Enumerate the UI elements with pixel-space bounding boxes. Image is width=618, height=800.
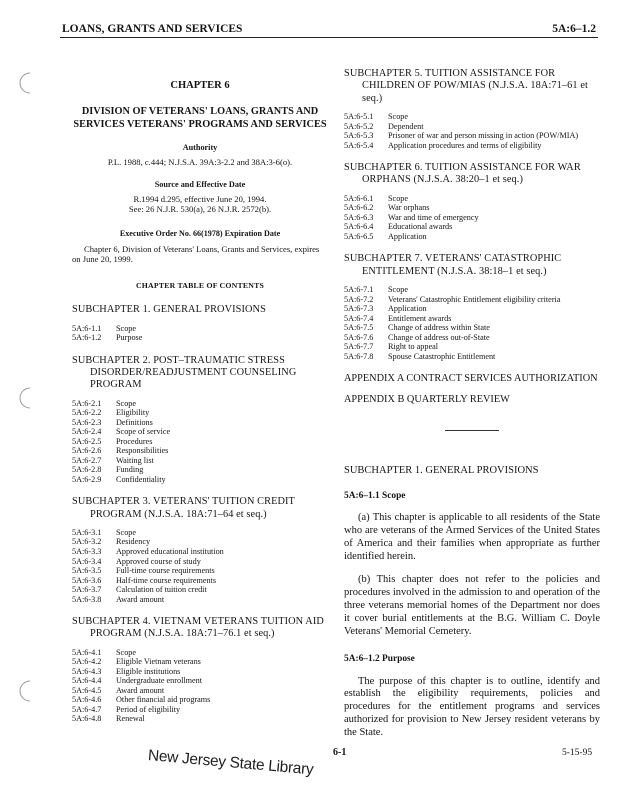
header-section-number: 5A:6–1.2	[552, 23, 596, 35]
paragraph-purpose: The purpose of this chapter is to outline, identify and establish the eligibility requirements, policies and procedures for the entitlement programs and services authorized for provision to New Jersey resident veterans by the State.	[344, 675, 600, 739]
paragraph-a: (a) This chapter is applicable to all residents of the State who are veterans of the Armed Services of the United States of America and their families when appropriate as further identified herein.	[344, 512, 600, 563]
toc-entry	[72, 333, 328, 343]
toc-entry	[344, 285, 600, 295]
toc-entry	[344, 131, 600, 141]
toc-entry-number: 5A:6-4.2	[72, 657, 102, 667]
toc-list	[72, 528, 328, 604]
toc-entry-number: 5A:6-7.2	[344, 294, 374, 304]
toc-entry	[72, 437, 328, 447]
toc-entry-title: Scope	[388, 112, 409, 122]
toc-entry-title: Scope	[388, 285, 409, 295]
toc-entry-number: 5A:6-2.4	[72, 427, 102, 437]
source-heading: Source and Effective Date	[154, 179, 246, 189]
toc-entry-title: Change of address within State	[388, 323, 490, 333]
toc-entry-number: 5A:6-2.1	[72, 398, 102, 408]
toc-entry	[344, 295, 600, 305]
toc-entry-title: Responsibilities	[116, 446, 169, 456]
toc-entry-number: 5A:6-4.8	[72, 714, 102, 724]
subchapter-block	[344, 253, 600, 361]
toc-entry-number: 5A:6-3.2	[72, 537, 102, 547]
toc-entry-number: 5A:6-7.1	[344, 285, 374, 295]
executive-order-text: Chapter 6, Division of Veterans' Loans, Grants and Services, expires on June 20, 1999.	[72, 243, 320, 265]
toc-entry	[72, 566, 328, 576]
toc-entry-title: Spouse Catastrophic Entitlement	[388, 351, 496, 361]
toc-list	[72, 324, 328, 343]
subchapter-block	[72, 355, 328, 485]
subchapter-title: SUBCHAPTER 5. TUITION ASSISTANCE FOR CHILDREN OF POW/MIAS (N.J.S.A. 18A:71–61 et seq.)	[344, 68, 588, 104]
toc-entry	[344, 122, 600, 132]
toc-entry-number: 5A:6-2.6	[72, 446, 102, 456]
toc-entry	[72, 465, 328, 475]
source-text: R.1994 d.295, effective June 20, 1994. See: 26 N.J.R. 530(a), 26 N.J.R. 2572(b).	[128, 193, 272, 215]
toc-entry-number: 5A:6-3.8	[72, 594, 102, 604]
toc-entry-number: 5A:6-5.1	[344, 112, 374, 122]
toc-entry-title: Purpose	[116, 333, 143, 343]
toc-entry	[72, 676, 328, 686]
toc-list	[344, 285, 600, 361]
subchapter-block	[72, 496, 328, 604]
toc-entry-number: 5A:6-3.6	[72, 575, 102, 585]
punch-hole-icon	[10, 385, 36, 411]
toc-entry-title: Half-time course requirements	[116, 575, 217, 585]
toc-entry-title: Award amount	[116, 685, 165, 695]
toc-entry	[344, 222, 600, 232]
toc-entry-number: 5A:6-4.5	[72, 685, 102, 695]
toc-entry-number: 5A:6-2.7	[72, 455, 102, 465]
toc-entry-title: Educational awards	[388, 222, 453, 232]
toc-entry-title: Renewal	[116, 714, 145, 724]
toc-entry	[344, 232, 600, 242]
toc-entry-number: 5A:6-2.3	[72, 417, 102, 427]
appendix-a: APPENDIX A CONTRACT SERVICES AUTHORIZATION	[344, 373, 598, 385]
toc-entry-number: 5A:6-7.4	[344, 313, 374, 323]
toc-entry-number: 5A:6-4.1	[72, 647, 102, 657]
toc-entry	[72, 399, 328, 409]
toc-entry-number: 5A:6-4.6	[72, 695, 102, 705]
toc-entry-title: Scope	[116, 647, 137, 657]
toc-entry-number: 5A:6-3.7	[72, 585, 102, 595]
toc-entry-number: 5A:6-2.8	[72, 465, 102, 475]
subchapter-title: SUBCHAPTER 7. VETERANS' CATASTROPHIC ENTITLEMENT (N.J.S.A. 38:18–1 et seq.)	[344, 253, 562, 277]
header-title: LOANS, GRANTS AND SERVICES	[62, 23, 243, 35]
toc-entry	[344, 194, 600, 204]
toc-entry-title: Application	[388, 304, 427, 314]
toc-entry	[72, 686, 328, 696]
toc-entry-title: Calculation of tuition credit	[116, 585, 207, 595]
toc-entry-title: Funding	[116, 465, 144, 475]
toc-entry-title: Veterans' Catastrophic Entitlement eligibility criteria	[388, 294, 561, 304]
toc-entry-title: Scope	[116, 527, 137, 537]
body-subchapter-title: SUBCHAPTER 1. GENERAL PROVISIONS	[344, 464, 539, 476]
toc-entry-title: Waiting list	[116, 455, 154, 465]
toc-entry-number: 5A:6-4.7	[72, 704, 102, 714]
toc-entry-number: 5A:6-6.5	[344, 231, 374, 241]
toc-entry	[72, 547, 328, 557]
toc-entry	[72, 705, 328, 715]
toc-entry-title: Approved educational institution	[116, 546, 224, 556]
subchapter-title: SUBCHAPTER 3. VETERANS' TUITION CREDIT PROGRAM (N.J.S.A. 18A:71–64 et seq.)	[72, 496, 295, 520]
toc-list	[72, 399, 328, 485]
punch-hole-icon	[10, 678, 36, 704]
toc-entry	[72, 667, 328, 677]
toc-entry-number: 5A:6-7.8	[344, 351, 374, 361]
toc-entry	[72, 576, 328, 586]
appendix-b: APPENDIX B QUARTERLY REVIEW	[344, 393, 510, 405]
toc-entry-title: War orphans	[388, 203, 430, 213]
toc-entry	[72, 537, 328, 547]
toc-entry	[344, 213, 600, 223]
chapter-title: CHAPTER 6	[170, 80, 230, 91]
toc-entry	[344, 304, 600, 314]
revision-date: 5-15-95	[562, 748, 593, 758]
toc-entry	[72, 446, 328, 456]
toc-entry-title: Dependent	[388, 121, 424, 131]
toc-entry-title: Right to appeal	[388, 342, 439, 352]
subchapter-title: SUBCHAPTER 4. VIETNAM VETERANS TUITION AID PROGRAM (N.J.S.A. 18A:71–76.1 et seq.)	[72, 616, 324, 640]
toc-entry-number: 5A:6-2.2	[72, 408, 102, 418]
subchapter-title: SUBCHAPTER 1. GENERAL PROVISIONS	[72, 304, 266, 316]
toc-heading: CHAPTER TABLE OF CONTENTS	[135, 281, 265, 291]
library-stamp: New Jersey State Library	[147, 747, 315, 779]
toc-entry-number: 5A:6-3.3	[72, 546, 102, 556]
toc-entry-number: 5A:6-2.5	[72, 436, 102, 446]
toc-entry	[72, 714, 328, 724]
toc-entry	[344, 141, 600, 151]
toc-entry-title: Scope of service	[116, 427, 171, 437]
toc-entry-title: Other financial aid programs	[116, 695, 211, 705]
toc-entry-title: Award amount	[116, 594, 165, 604]
toc-entry-title: Definitions	[116, 417, 153, 427]
toc-entry	[72, 418, 328, 428]
left-column	[72, 68, 328, 724]
authority-heading: Authority	[182, 143, 218, 153]
toc-entry-title: Eligible Vietnam veterans	[116, 657, 201, 667]
toc-entry-number: 5A:6-6.1	[344, 193, 374, 203]
subchapter-title: SUBCHAPTER 6. TUITION ASSISTANCE FOR WAR ORPHANS (N.J.S.A. 38:20–1 et seq.)	[344, 162, 581, 186]
toc-entry	[72, 324, 328, 334]
toc-entry-title: Scope	[388, 193, 409, 203]
right-column	[344, 68, 600, 740]
toc-entry-title: Eligibility	[116, 408, 150, 418]
toc-entry-number: 5A:6-5.4	[344, 140, 374, 150]
toc-entry	[72, 475, 328, 485]
toc-entry-number: 5A:6-5.2	[344, 121, 374, 131]
toc-entry	[72, 557, 328, 567]
toc-list	[72, 648, 328, 724]
toc-entry-title: Prisoner of war and person missing in action (POW/MIA)	[388, 131, 579, 141]
toc-entry	[344, 203, 600, 213]
toc-entry-number: 5A:6-7.3	[344, 304, 374, 314]
subchapter-block	[72, 616, 328, 724]
toc-entry	[72, 595, 328, 605]
section-heading-scope: 5A:6–1.1 Scope	[344, 491, 406, 502]
toc-entry-title: Period of eligibility	[116, 704, 181, 714]
section-heading-purpose: 5A:6–1.2 Purpose	[344, 654, 415, 665]
toc-entry-title: Residency	[116, 537, 151, 547]
toc-entry	[344, 352, 600, 362]
toc-entry-number: 5A:6-3.5	[72, 566, 102, 576]
page-number: 6-1	[333, 747, 347, 758]
toc-entry-number: 5A:6-6.2	[344, 203, 374, 213]
toc-entry-number: 5A:6-4.4	[72, 676, 102, 686]
toc-entry	[344, 314, 600, 324]
toc-entry-number: 5A:6-6.3	[344, 212, 374, 222]
toc-entry-number: 5A:6-2.9	[72, 474, 102, 484]
toc-entry-title: Procedures	[116, 436, 153, 446]
subchapter-title: SUBCHAPTER 2. POST–TRAUMATIC STRESS DISORDER/READJUSTMENT COUNSELING PROGRAM	[72, 354, 297, 391]
toc-list	[344, 112, 600, 150]
toc-entry-title: Application procedures and terms of eligibility	[388, 140, 542, 150]
paragraph-b: (b) This chapter does not refer to the policies and procedures involved in the admission to and operation of the three veterans memorial homes of the Department nor does it cover burial entitlements at the B.G. William C. Doyle Veterans' Memorial Cemetery.	[344, 573, 600, 637]
toc-entry	[72, 695, 328, 705]
toc-entry-title: Change of address out-of-State	[388, 332, 490, 342]
subchapter-block	[344, 68, 600, 150]
toc-entry-number: 5A:6-6.4	[344, 222, 374, 232]
toc-entry-title: Scope	[116, 398, 137, 408]
toc-entry-number: 5A:6-1.1	[72, 323, 102, 333]
subchapter-block	[344, 162, 600, 241]
toc-entry-number: 5A:6-4.3	[72, 666, 102, 676]
toc-entry-title: Entitlement awards	[388, 313, 452, 323]
toc-entry	[344, 112, 600, 122]
section-divider	[445, 430, 499, 431]
toc-entry	[344, 333, 600, 343]
toc-entry	[72, 657, 328, 667]
toc-entry	[344, 323, 600, 333]
punch-hole-icon	[10, 70, 36, 96]
toc-entry-title: War and time of emergency	[388, 212, 479, 222]
toc-entry-number: 5A:6-1.2	[72, 333, 102, 343]
toc-entry-number: 5A:6-5.3	[344, 131, 374, 141]
toc-entry-number: 5A:6-3.4	[72, 556, 102, 566]
toc-entry-number: 5A:6-7.6	[344, 332, 374, 342]
toc-entry	[72, 427, 328, 437]
toc-entry	[72, 648, 328, 658]
toc-entry	[72, 408, 328, 418]
toc-entry	[72, 528, 328, 538]
chapter-name: DIVISION OF VETERANS' LOANS, GRANTS AND SERVICES VETERANS' PROGRAMS AND SERVICES	[73, 106, 327, 130]
toc-entry-title: Eligible institutions	[116, 666, 181, 676]
toc-entry-title: Undergraduate enrollment	[116, 676, 203, 686]
toc-list	[344, 194, 600, 242]
toc-entry	[72, 585, 328, 595]
running-header	[60, 21, 598, 38]
toc-entry	[72, 456, 328, 466]
toc-entry-number: 5A:6-3.1	[72, 527, 102, 537]
toc-entry-title: Approved course of study	[116, 556, 201, 566]
toc-entry	[344, 342, 600, 352]
toc-entry-title: Scope	[116, 323, 137, 333]
toc-entry-title: Confidentiality	[116, 474, 166, 484]
toc-entry-title: Full-time course requirements	[116, 566, 215, 576]
toc-entry-number: 5A:6-7.7	[344, 342, 374, 352]
toc-entry-title: Application	[388, 231, 427, 241]
authority-text: P.L. 1988, c.444; N.J.S.A. 39A:3-2.2 and 38A:3-6(o).	[107, 157, 293, 168]
subchapter-block	[72, 304, 328, 342]
toc-entry-number: 5A:6-7.5	[344, 323, 374, 333]
executive-order-heading: Executive Order No. 66(1978) Expiration Date	[119, 229, 281, 239]
